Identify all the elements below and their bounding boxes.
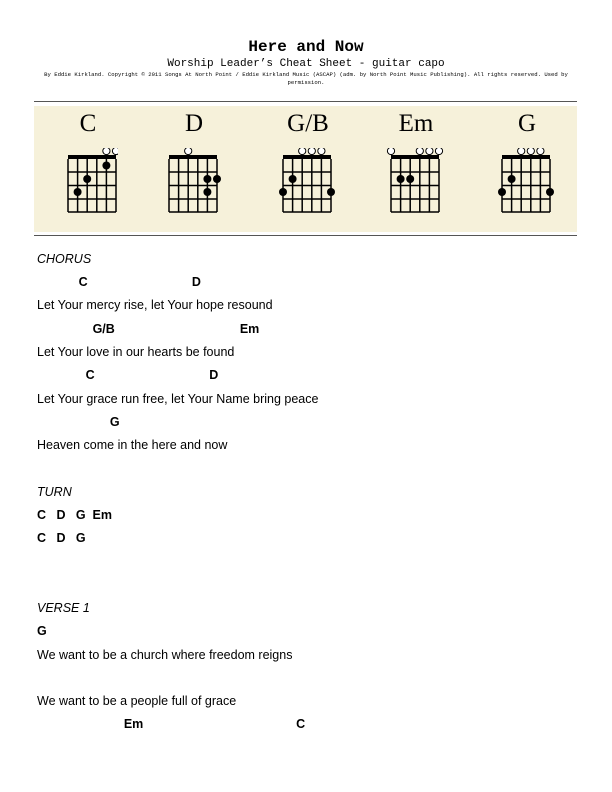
chord-name: G/B [287, 110, 329, 137]
section-label: VERSE 1 [37, 601, 90, 615]
lyric-line: Heaven come in the here and now [37, 438, 228, 452]
bottom-divider [34, 235, 577, 236]
lyric-line: We want to be a people full of grace [37, 694, 237, 708]
song-title: Here and Now [248, 38, 364, 56]
chord-line: C D G Em [37, 508, 113, 522]
chord-name: D [184, 110, 204, 137]
section-label: TURN [37, 485, 72, 499]
chord-line: C D [37, 368, 219, 382]
lyric-line: Let Your grace run free, let Your Name bring peace [37, 392, 319, 406]
chord-d-fretboard-icon [164, 148, 224, 220]
lyric-line: Let Your mercy rise, let Your hope resound [37, 298, 273, 312]
chord-line: G/B Em [37, 322, 260, 336]
chord-g-fretboard-icon [497, 148, 557, 220]
chord-line: C D [37, 275, 201, 289]
chord-name: Em [398, 110, 434, 137]
chord-diagram-panel [34, 106, 577, 232]
chord-line: Em C [37, 717, 306, 731]
chord-c-fretboard-icon [58, 148, 118, 220]
lyric-line: We want to be a church where freedom reigns [37, 648, 293, 662]
chord-name: C [79, 110, 97, 137]
section-label: CHORUS [37, 252, 92, 266]
chord-line: G [37, 415, 120, 429]
chord-name: G [517, 110, 537, 137]
copyright-notice: By Eddie Kirkland. Copyright © 2011 Songs At North Point / Eddie Kirkland Music (ASCAP) (adm. by North Point Music Publishing). All rights reserved. Used by permission. [44, 71, 568, 86]
chord-em-fretboard-icon [386, 148, 446, 220]
chord-line: C D G [37, 531, 86, 545]
lyric-line: Let Your love in our hearts be found [37, 345, 235, 359]
top-divider [34, 101, 577, 102]
chord-line: G [37, 624, 47, 638]
song-subtitle: Worship Leader’s Cheat Sheet - guitar capo [167, 58, 445, 70]
chord-g-b-fretboard-icon [278, 148, 338, 220]
